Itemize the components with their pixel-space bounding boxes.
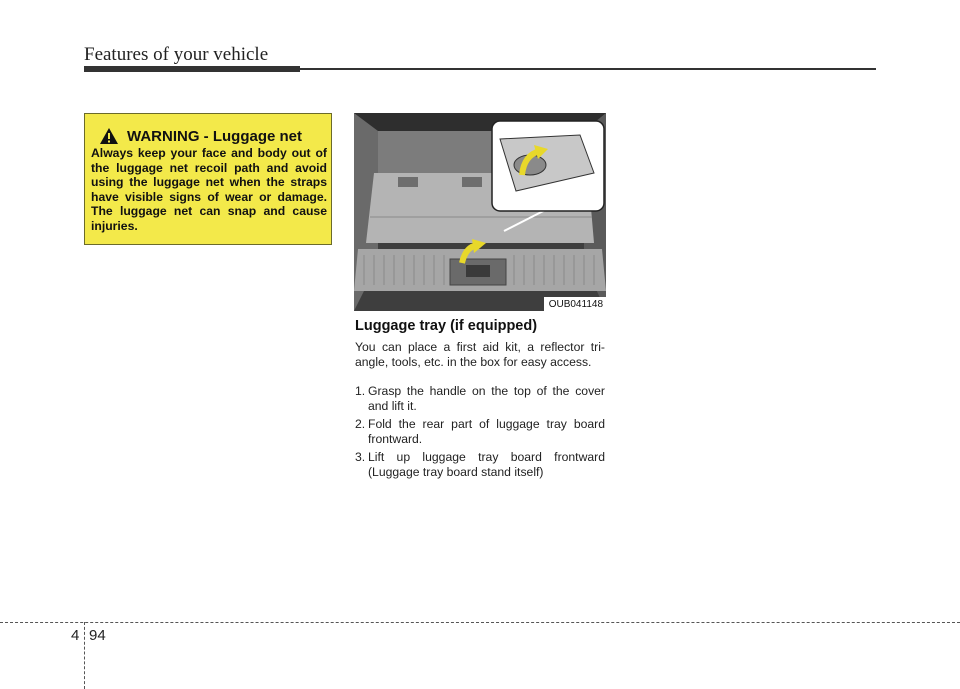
- step-number: 3.: [355, 450, 366, 465]
- luggage-tray-illustration: [354, 113, 606, 311]
- warning-triangle-icon: [99, 127, 119, 145]
- footer-rule: [0, 622, 960, 623]
- section-intro: You can place a first aid kit, a reflector tri-angle, tools, etc. in the box for easy access.: [355, 340, 605, 369]
- step-text: Lift up luggage tray board frontward (Luggage tray board stand itself): [368, 450, 605, 479]
- page-number: 94: [89, 627, 106, 644]
- luggage-tray-figure: [354, 113, 606, 311]
- warning-box: [84, 113, 332, 245]
- section-title: Luggage tray (if equipped): [355, 318, 538, 334]
- warning-title: WARNING - Luggage net: [127, 127, 302, 145]
- steps-list: [355, 384, 605, 484]
- step-text: Fold the rear part of luggage tray board frontward.: [368, 417, 605, 446]
- list-item: [355, 450, 605, 479]
- header-rule: [84, 68, 876, 70]
- warning-text: Always keep your face and body out of the luggage net recoil path and avoid using the luggage net when the straps have visible signs of wear or damage. The luggage net can snap and cause injuries.: [91, 146, 327, 233]
- step-number: 2.: [355, 417, 366, 432]
- chapter-number: 4: [71, 627, 80, 644]
- step-text: Grasp the handle on the top of the cover and lift it.: [368, 384, 605, 413]
- list-item: [355, 384, 605, 413]
- warning-header: [99, 127, 302, 145]
- figure-code: OUB041148: [544, 297, 606, 311]
- step-number: 1.: [355, 384, 366, 398]
- list-item: [355, 417, 605, 446]
- footer-divider: [84, 622, 85, 689]
- page-header-title: Features of your vehicle: [84, 44, 269, 65]
